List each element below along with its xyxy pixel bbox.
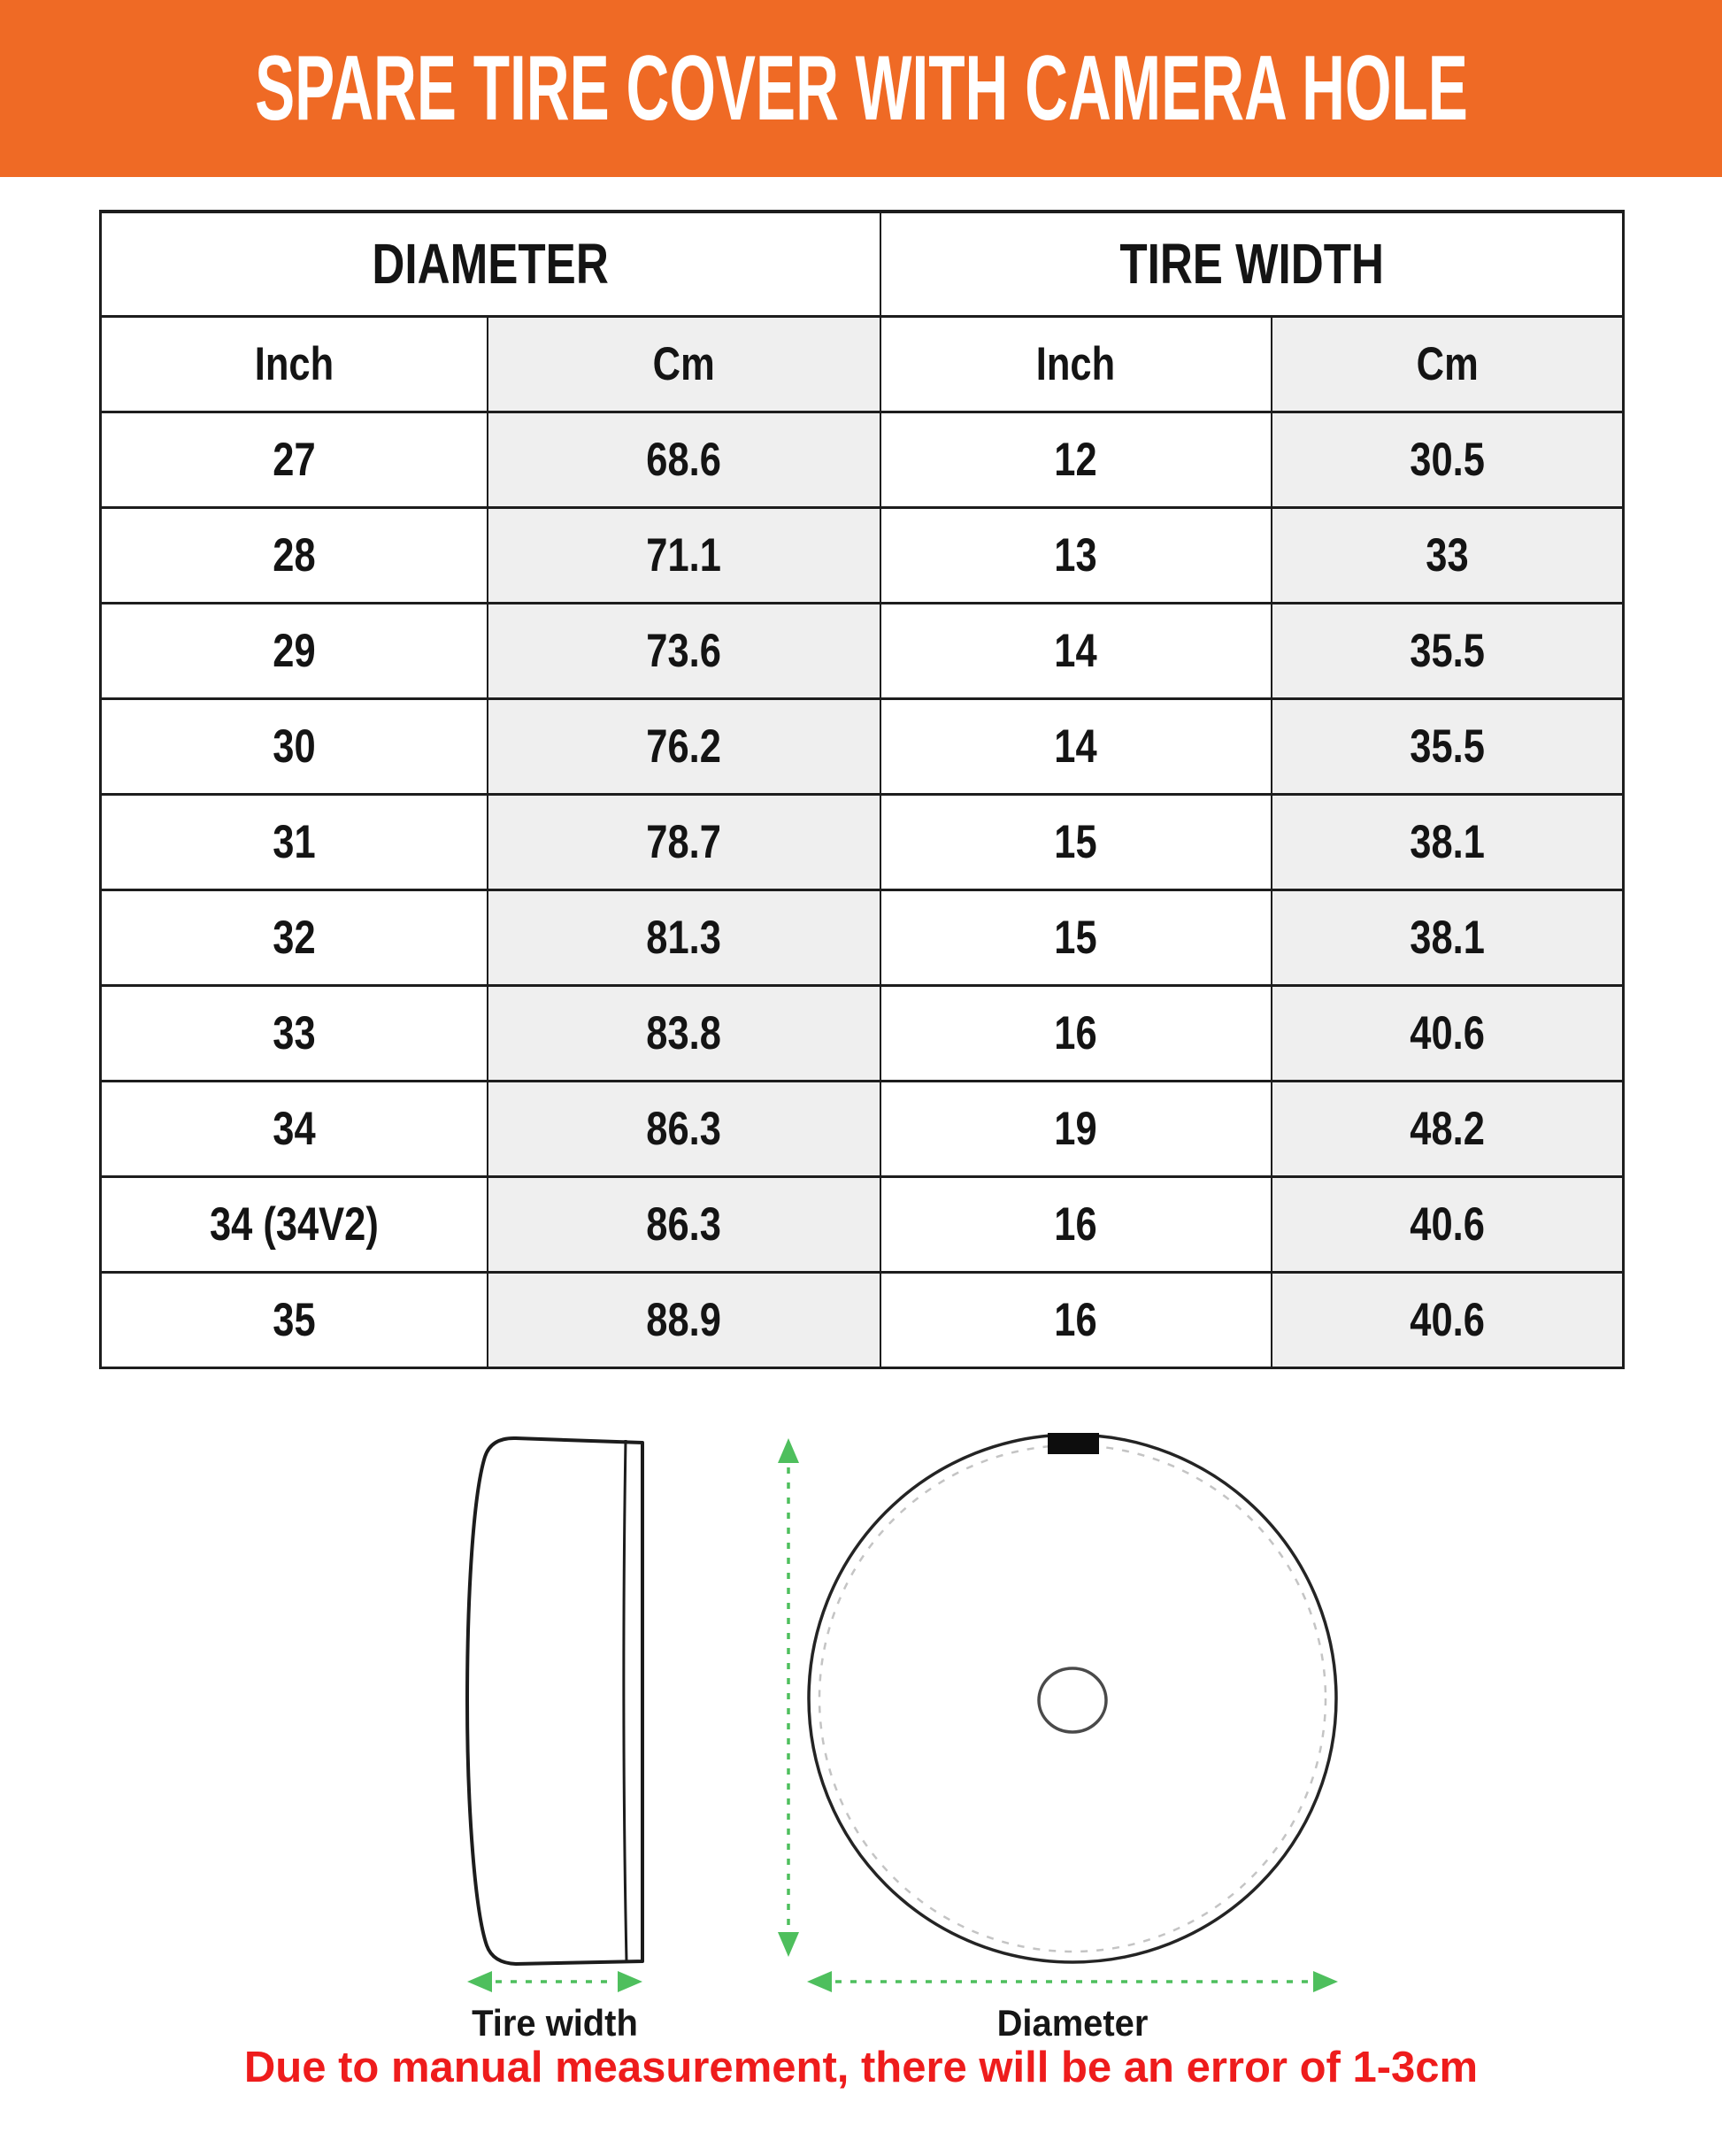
- diameter-group-header: [101, 212, 880, 316]
- table-row: [101, 412, 1624, 507]
- table-cell: 31: [101, 794, 488, 889]
- table-cell: 30: [101, 698, 488, 794]
- size-diagram: [0, 1416, 1722, 2036]
- diameter-group-label: DIAMETER: [372, 232, 609, 296]
- table-cell: 81.3: [488, 889, 880, 985]
- camera-hole: [1039, 1668, 1106, 1732]
- table-cell: 83.8: [488, 985, 880, 1081]
- table-cell: 28: [101, 507, 488, 603]
- table-cell: 29: [101, 603, 488, 698]
- table-cell: 35.5: [1272, 698, 1624, 794]
- table-cell: 48.2: [1272, 1081, 1624, 1176]
- error-note: Due to manual measurement, there will be an error of 1-3cm: [243, 2044, 1479, 2091]
- table-cell: 34: [101, 1081, 488, 1176]
- diameter-arrow-horizontal: [807, 1971, 1338, 1992]
- size-chart-table: [99, 210, 1625, 1369]
- table-cell: 73.6: [488, 603, 880, 698]
- table-group-header-row: [101, 212, 1624, 316]
- table-cell: 71.1: [488, 507, 880, 603]
- table-cell: 12: [880, 412, 1272, 507]
- top-marker: [1048, 1433, 1099, 1454]
- table-row: [101, 507, 1624, 603]
- tire-front-view: [809, 1433, 1336, 1962]
- table-cell: 16: [880, 1176, 1272, 1272]
- page-title: SPARE TIRE COVER WITH CAMERA HOLE: [254, 37, 1468, 140]
- table-row: [101, 698, 1624, 794]
- table-row: [101, 603, 1624, 698]
- table-row: [101, 1272, 1624, 1367]
- tire-width-group-label: TIRE WIDTH: [1119, 232, 1384, 296]
- table-row: [101, 1176, 1624, 1272]
- table-cell: 30.5: [1272, 412, 1624, 507]
- table-cell: 35: [101, 1272, 488, 1367]
- table-cell: 27: [101, 412, 488, 507]
- measurement-diagram: [0, 1416, 1722, 2044]
- table-cell: 14: [880, 698, 1272, 794]
- table-cell: 76.2: [488, 698, 880, 794]
- table-cell: 33: [1272, 507, 1624, 603]
- diameter-arrow-vertical: [778, 1438, 799, 1957]
- table-cell: 14: [880, 603, 1272, 698]
- tire-width-arrow: [467, 1971, 642, 1992]
- table-cell: 86.3: [488, 1081, 880, 1176]
- table-cell: 40.6: [1272, 1272, 1624, 1367]
- size-table-body: [101, 412, 1624, 1367]
- table-cell: 16: [880, 1272, 1272, 1367]
- tire-width-cm-header: Cm: [1272, 316, 1624, 412]
- table-cell: 34 (34V2): [101, 1176, 488, 1272]
- table-cell: 35.5: [1272, 603, 1624, 698]
- tire-width-inch-header: Inch: [880, 316, 1272, 412]
- table-row: [101, 889, 1624, 985]
- table-row: [101, 794, 1624, 889]
- table-cell: 40.6: [1272, 985, 1624, 1081]
- tire-width-label: Tire width: [472, 2002, 638, 2044]
- table-cell: 68.6: [488, 412, 880, 507]
- table-row: [101, 985, 1624, 1081]
- table-cell: 78.7: [488, 794, 880, 889]
- table-cell: 19: [880, 1081, 1272, 1176]
- table-cell: 16: [880, 985, 1272, 1081]
- table-row: [101, 1081, 1624, 1176]
- diameter-inch-header: Inch: [101, 316, 488, 412]
- tire-side-view: [467, 1438, 642, 1964]
- tire-width-group-header: [880, 212, 1624, 316]
- table-cell: 88.9: [488, 1272, 880, 1367]
- diameter-label: Diameter: [996, 2002, 1149, 2044]
- table-cell: 32: [101, 889, 488, 985]
- table-cell: 33: [101, 985, 488, 1081]
- table-cell: 40.6: [1272, 1176, 1624, 1272]
- table-cell: 86.3: [488, 1176, 880, 1272]
- table-cell: 15: [880, 794, 1272, 889]
- table-cell: 15: [880, 889, 1272, 985]
- banner: [0, 0, 1722, 177]
- diameter-cm-header: Cm: [488, 316, 880, 412]
- table-cell: 13: [880, 507, 1272, 603]
- table-cell: 38.1: [1272, 889, 1624, 985]
- table-cell: 38.1: [1272, 794, 1624, 889]
- table-column-header-row: [101, 316, 1624, 412]
